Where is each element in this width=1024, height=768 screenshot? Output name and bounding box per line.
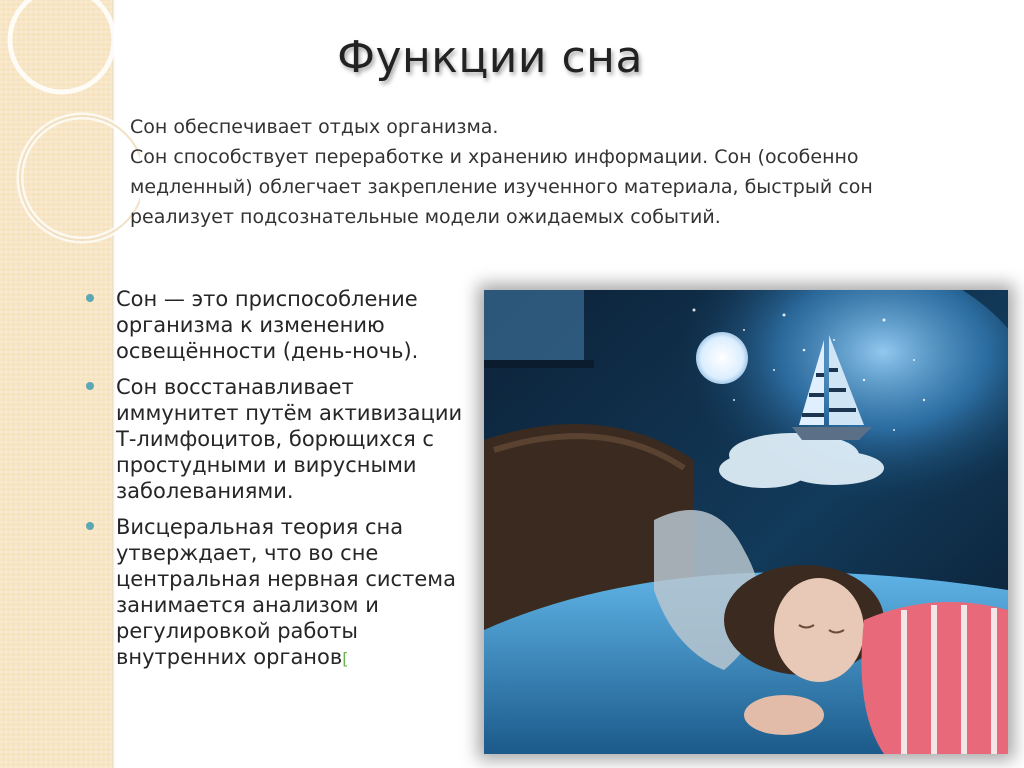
bullet-dot-icon <box>86 294 94 302</box>
intro-text <box>130 112 960 232</box>
bullet-item <box>84 374 469 504</box>
intro-line-1: Сон обеспечивает отдых организма. <box>130 116 499 138</box>
bullet-list <box>84 286 469 682</box>
bullet-text: Сон — это приспособление организма к изменению освещённости (день-ночь). <box>116 287 419 363</box>
bullet-text: Висцеральная теория сна утверждает, что во сне центральная нервная система занимается анализом и регулировкой работы внутренних органов <box>116 515 456 669</box>
reference-mark[interactable]: [ <box>342 649 349 668</box>
intro-line-2: Сон способствует переработке и хранению информации. Сон (особенно медленный) облегчает закрепление изученного материала, быстрый сон реализует подсознательные модели ожидаемых событий. <box>130 146 873 228</box>
bullet-text: Сон восстанавливает иммунитет путём активизации Т-лимфоцитов, борющихся с простудными и вирусными заболеваниями. <box>116 375 463 503</box>
bullet-dot-icon <box>86 382 94 390</box>
bullet-item <box>84 286 469 364</box>
photo-illustration <box>484 290 1008 754</box>
bullet-dot-icon <box>86 522 94 530</box>
slide-title: Функции сна <box>337 32 643 83</box>
sleeping-girl-photo <box>484 290 1008 754</box>
bullet-item <box>84 514 469 672</box>
